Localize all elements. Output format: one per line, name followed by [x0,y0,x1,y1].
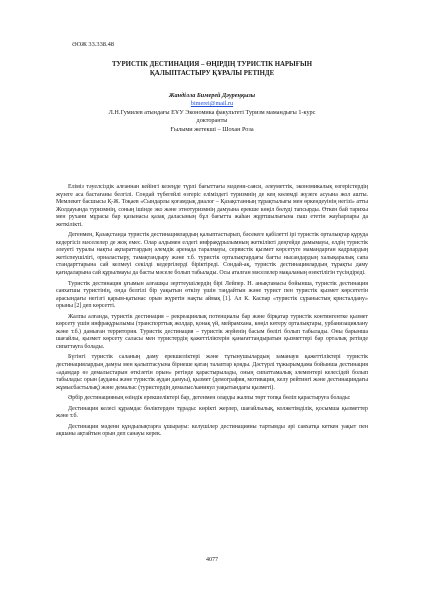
paragraph: Жалпы алғанда, туристік дестинация – рекреациялық потенциалы бар және бірқатар туристік контингентке қызмет көрсету үшін инфрақұрылымы (транспорттық жолдар, қонақ үй, мейрамхана, көңіл көтеру орталықтары, урбанизациялану және т.б.) дамыған территория. Туристік дестинация – туристік жүйенің басым бөлігі болып табылады. Оны барынша шағайлы, қызмет көрсету саласы мен туристердің қажеттіліктерін қанағаттандыратын қызметтері бар орталық ретінде сипаттауға болады. [56,313,368,350]
paragraph: Дегенмен, Қазақстанда туристік дестинациялардың қалыптастырып, бәсекеге қабілетті ірі туристік орталықтар құруда кедергісіз мәселелер де жоқ емес. Олар алдымен елдегі инфрақұрылымның жеткілікті деңгейде дамымауы, елдің туристік әлеуеті туралы нақты ақпараттардың әлемдік аренада таралмауы, сервистік қызмет көрсетуге мамандарған кадрлардың жетіспеушілігі, орналастыру, тамақтандыру және т.б. туристік орталықтардағы бағты нысандардың халықаралық сапа стандарттарына сай келмеуі секілді кедергілерді біріктіреді. Сондай-ақ, туристік дестинациялардың тұрақты даму қағидаларына сай құрылмауы да басты мәселе болып табылады. Осы аталған мәселелер мақаланың өзектілігін түсіндіреді. [56,232,368,277]
title-line-2: ҚАЛЫПТАСТЫРУ ҚҰРАЛЫ РЕТІНДЕ [149,69,275,77]
author-name: Жанділла Бимерей Дәуреңқызы [168,92,256,99]
paragraph: Әрбір дестинацияның өзіндік ерекшеліктері бар, дегенмен оларды жалпы төрт топқа бөліп қарастыруға болады: [68,395,351,402]
paragraph: Бүгінгі туристік саланың даму ерекшеліктері және тұтынушылардың заманауи қажеттіліктері туристік дестинациялардың дамуы мен қалыптасуына бірнеше қатаң талаптар қояды. Дәстүрлі тұжырымдама бойынша дестинация «адамдар өз демалыстарын өткізетін орын» ретінде қарастырылады, оның сипаттамалық элементері келесідей болып табылады: орын (ауданы және туристік аудан дамуы), қызмет (демография, мотивация, келу рейтингі және дестинациядағы жұмысбастылық) және демалыс (туристердің демалыс/каникул уақытындағы қызметі). [56,354,368,391]
author-affiliation: Л.Н.Гумилев атындағы ЕҰУ Экономика факультеті Туризм мамандығы 1-курс [108,108,316,116]
udc-code: ӘОЖ 33.338.48 [72,41,114,48]
page-number: 4077 [206,557,218,563]
paragraph: Туристік дестинация ұғымын алғашқы зерттеушілердің бірі Лейпер. Н. анықтамасы бойынша, туристік дестинация саяхатшы туристінің, онда белгілі бір уақытын өткізу үшін таңдайтын және турист пен туристік қызмет көрсететін арасындағы негізгі қарым-қатынас орын жүретін нақты аймақ [1]. Ал К. Каспар «туристік сұраныстың кристалдану» орыны [2] деп көрсетті. [56,280,368,310]
article-title [60,61,364,78]
author-block [40,92,384,134]
paragraph: Дестинация келесі құрамдас бөліктерден тұрады: көрікті жерлер, шағайлылық, колжетімділік, қосымша қызметтер және т.б. [56,405,368,420]
author-affiliation-cont: докторанты [196,117,228,125]
scientific-advisor: Ғылыми жетекші – Шохан Роза [170,125,254,133]
title-line-1: ТУРИСТІК ДЕСТИНАЦИЯ – ӨҢІРДІҢ ТУРИСТІК НАРЫҒЫН [111,61,313,68]
paragraph: Дестинация мәдени құндылықтарға ұшырауы: келушілер дестинацияны тартымды әрі саяхатқа кеткен уақыт пен ақшаны ақтайтын орын деп санауы керек. [56,423,368,438]
author-email-link[interactable]: bimerei@mail.ru [190,100,234,108]
article-body [56,184,368,442]
paragraph: Еліміз тәуелсіздік алғаннан кейінгі кезеңде түрлі бағыттағы мәдени-саяси, әлеуметтік, экономикалық өзгерістердің жүзеге аса бастағаны белгілі. Сондай түбегейлі өзгеріс еліміздегі туризмнің де кең көлемді жүзеге асуына жол ашты. Мемлекет басшысы Қ-Ж. Тоқаев «Сындарлы қоғамдық диалог – Қазақстанның тұрақтылығы мен өркендеуінің негізі» атты Жолдауында туризмнің, соның ішінде эко және этнотуризмнің дамуына ерекше көңіл бөлуді тапсырды. Өткен бай тарихы мен рухани мұрасы бар қазынасы қазақ даласының бұл бағытта жаһан жұртшылығына паш ететін жауһарлары да жеткілікті. [56,184,368,228]
